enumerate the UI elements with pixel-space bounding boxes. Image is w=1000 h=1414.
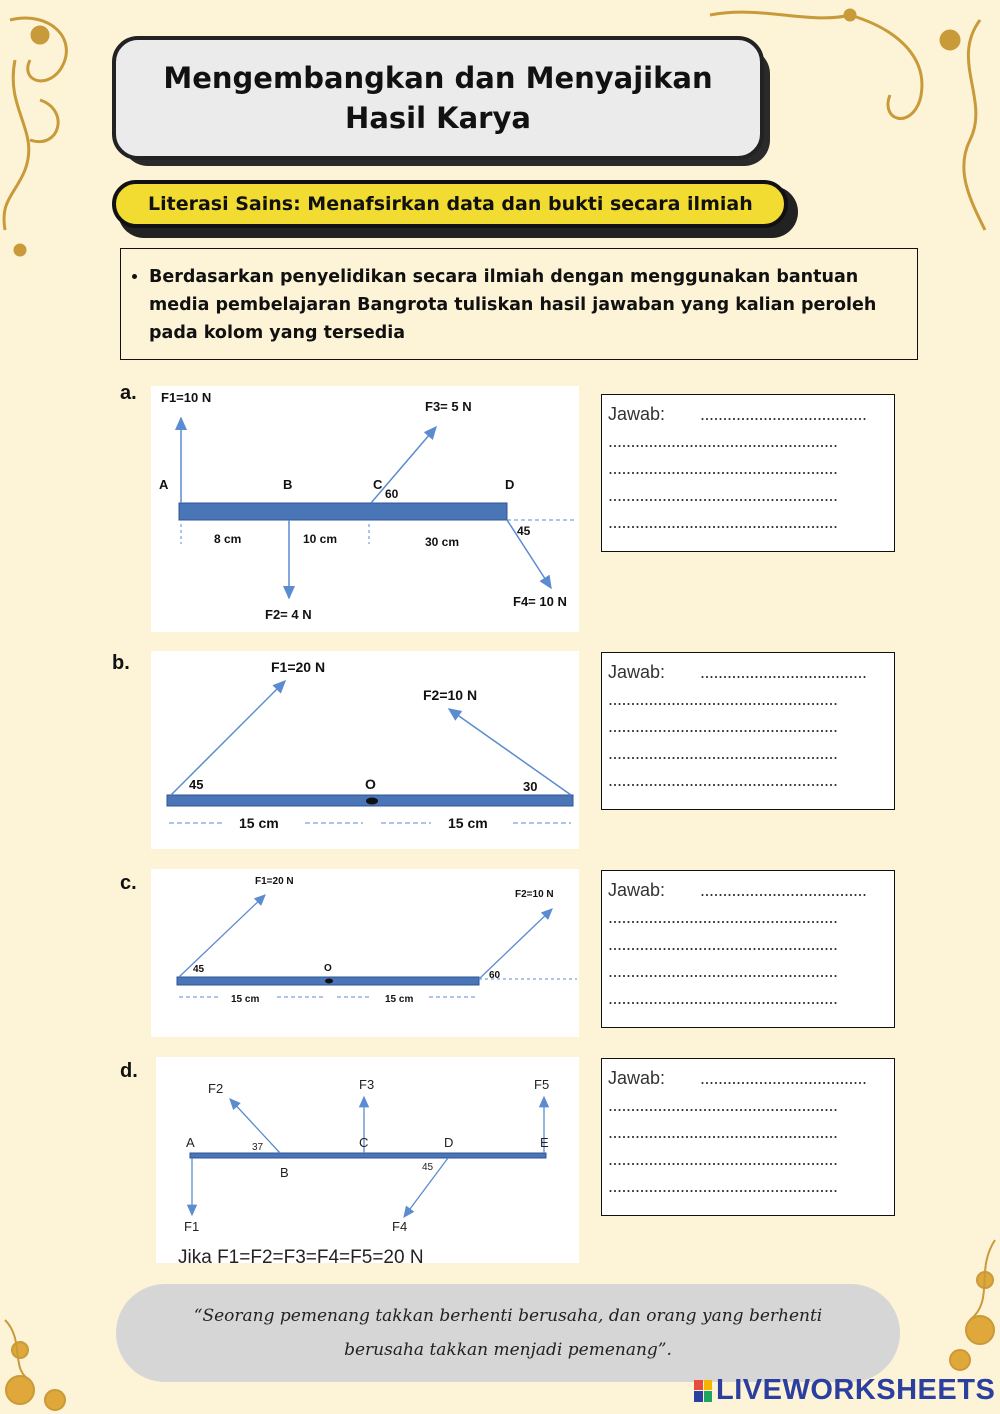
diagram-b xyxy=(151,651,579,849)
point-label: B xyxy=(280,1165,289,1180)
force-label: F1=10 N xyxy=(161,390,212,405)
force-label: F5 xyxy=(534,1077,550,1092)
point-label: O xyxy=(324,963,332,974)
brand-icon xyxy=(694,1380,712,1402)
answer-box-c[interactable]: Jawab: ..................................... ................................................... ................................................... ................................................... ................................................... xyxy=(601,870,895,1028)
angle-label: 37 xyxy=(252,1142,264,1153)
force-arrow-f2 xyxy=(449,709,571,795)
force-arrow-f1 xyxy=(179,895,265,977)
force-label: F4 xyxy=(392,1219,408,1234)
question-d-label: d. xyxy=(120,1060,138,1082)
answer-box-d[interactable]: Jawab: ..................................... ................................................... ................................................... ................................................... ................................................... xyxy=(601,1058,895,1216)
ornament-bottom-left xyxy=(0,1220,120,1414)
angle-label: 45 xyxy=(422,1162,434,1173)
brand-name: LIVEWORKSHEETS xyxy=(716,1374,996,1406)
force-arrow-f2 xyxy=(479,909,552,979)
page-title xyxy=(112,36,764,160)
beam xyxy=(179,503,507,520)
answer-label: Jawab: xyxy=(608,1068,666,1088)
point-label: D xyxy=(505,477,515,492)
brand-logo xyxy=(694,1374,995,1407)
angle-label: 60 xyxy=(385,487,399,501)
question-b-label: b. xyxy=(112,652,130,674)
diagram-note: Jika F1=F2=F3=F4=F5=20 N xyxy=(178,1247,424,1263)
motivational-quote: “Seorang pemenang takkan berhenti berusaha, dan orang yang berhenti berusaha takkan menjadi pemenang”. xyxy=(116,1284,900,1382)
distance-label: 15 cm xyxy=(385,994,414,1005)
title-line-1: Mengembangkan dan Menyajikan xyxy=(163,61,713,95)
instruction-text: • Berdasarkan penyelidikan secara ilmiah dengan menggunakan bantuan media pembelajaran Bangrota tuliskan hasil jawaban yang kalian peroleh pada kolom yang tersedia xyxy=(149,263,909,347)
point-label: C xyxy=(373,477,383,492)
answer-label: Jawab: xyxy=(608,880,666,900)
force-label: F2=10 N xyxy=(515,889,554,900)
section-label: Literasi Sains: Menafsirkan data dan bukti secara ilmiah xyxy=(112,180,788,228)
distance-label: 10 cm xyxy=(303,532,338,546)
point-label: E xyxy=(540,1135,549,1150)
pivot-point xyxy=(325,979,333,984)
point-label: C xyxy=(359,1135,369,1150)
force-label: F4= 10 N xyxy=(513,594,567,609)
question-a-label: a. xyxy=(120,382,137,404)
force-label: F1=20 N xyxy=(271,659,326,675)
force-label: F2 xyxy=(208,1081,224,1096)
distance-label: 30 cm xyxy=(425,535,460,549)
point-label: O xyxy=(365,776,376,792)
angle-label: 45 xyxy=(189,777,204,792)
force-label: F1=20 N xyxy=(255,876,294,887)
answer-box-a[interactable]: Jawab: ..................................... ................................................... ................................................... ................................................... ................................................... xyxy=(601,394,895,552)
point-label: A xyxy=(159,477,169,492)
distance-label: 15 cm xyxy=(239,815,279,831)
force-label: F3 xyxy=(359,1077,375,1092)
ornament-top-left xyxy=(0,0,120,260)
pivot-point xyxy=(366,798,378,805)
diagram-d xyxy=(156,1057,579,1263)
distance-label: 8 cm xyxy=(214,532,242,546)
force-label: F2=10 N xyxy=(423,687,478,703)
angle-label: 60 xyxy=(489,970,501,981)
title-line-2: Hasil Karya xyxy=(345,101,531,135)
ornament-bottom-right xyxy=(900,1220,1000,1380)
force-label: F2= 4 N xyxy=(265,607,312,622)
diagram-a xyxy=(151,386,579,632)
angle-label: 30 xyxy=(523,779,538,794)
diagram-c xyxy=(151,869,579,1037)
distance-label: 15 cm xyxy=(231,994,260,1005)
answer-label: Jawab: xyxy=(608,404,666,424)
force-label: F1 xyxy=(184,1219,200,1234)
beam xyxy=(190,1153,546,1158)
point-label: B xyxy=(283,477,293,492)
instruction-box xyxy=(120,248,918,360)
force-label: F3= 5 N xyxy=(425,399,472,414)
angle-label: 45 xyxy=(517,524,531,538)
answer-box-b[interactable]: Jawab: ..................................... ................................................... ................................................... ................................................... ................................................... xyxy=(601,652,895,810)
question-c-label: c. xyxy=(120,872,137,894)
answer-label: Jawab: xyxy=(608,662,666,682)
point-label: D xyxy=(444,1135,454,1150)
point-label: A xyxy=(186,1135,195,1150)
distance-label: 15 cm xyxy=(448,815,488,831)
angle-label: 45 xyxy=(193,964,205,975)
